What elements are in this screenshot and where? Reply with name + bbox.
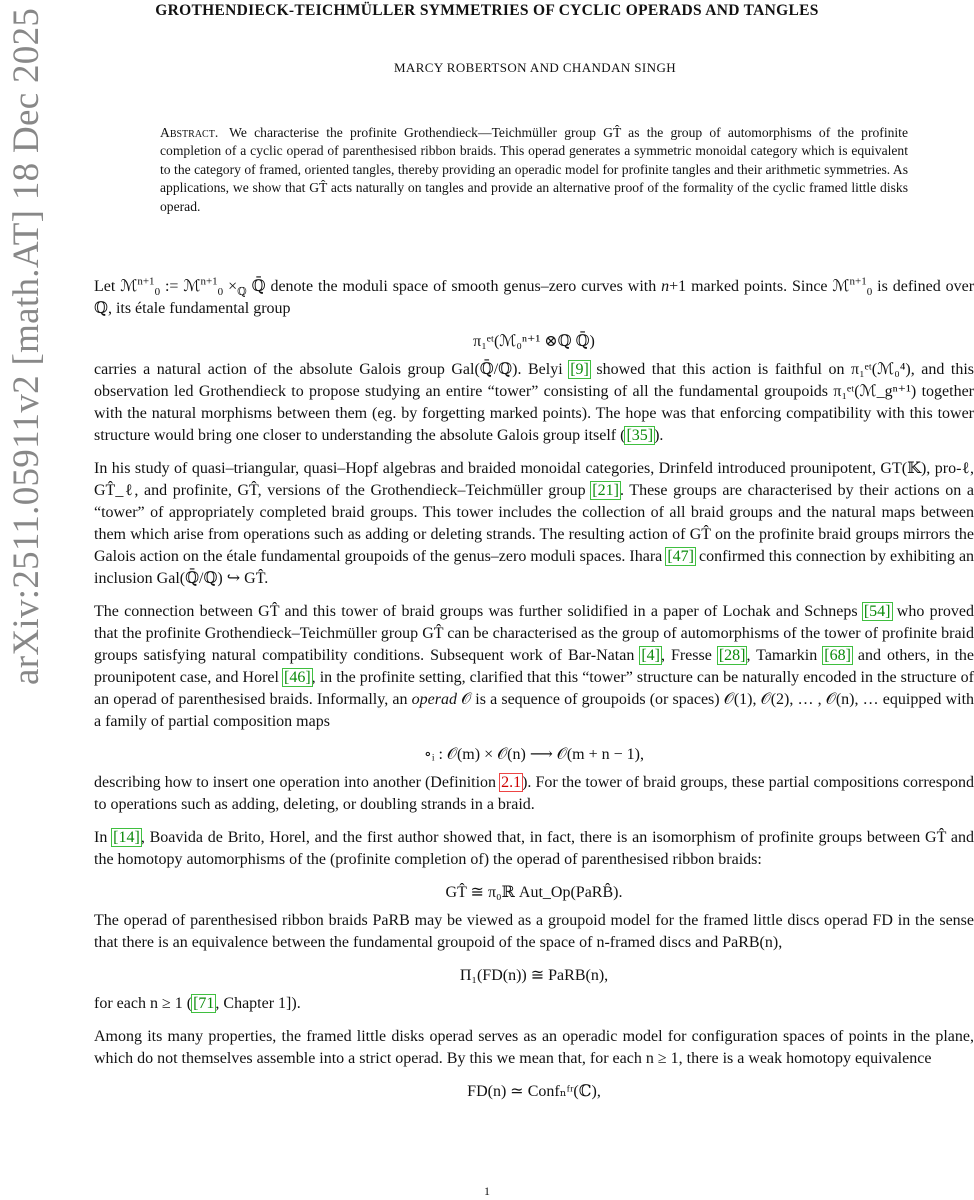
para4-d: , Tamarkin — [746, 647, 818, 664]
citation-link[interactable]: [35] — [626, 427, 654, 444]
abstract-text: We characterise the profinite Grothendieck—Teichmüller group GT̂ as the group of automorphisms of the profinite completion of a cyclic operad of parenthesised ribbon braids. This operad generates a symmetric monoidal category which is equivalent to the category of framed, oriented tangles, thereby providing an operadic model for profinite tangles and their arithmetic symmetries. As applications, we show that GT̂ acts naturally on tangles and provide an alternative proof of the formality of the cyclic framed little disks operad. — [160, 125, 908, 214]
para4-c: , Fresse — [660, 647, 712, 664]
para1-b: denote the moduli space of smooth genus–zero curves with — [270, 278, 657, 295]
paragraph-6 — [94, 827, 974, 871]
para5-b: ). For the tower of braid groups, these partial compositions correspond to operations such as adding, deleting, or doubling strands in a braid. — [94, 774, 974, 813]
para5-a: describing how to insert one operation into another (Definition — [94, 774, 497, 791]
paragraph-5 — [94, 772, 974, 816]
citation-link[interactable]: [71 — [193, 995, 215, 1012]
page-number: 1 — [484, 1184, 490, 1198]
para3-a: In his study of quasi–triangular, quasi–Hopf algebras and braided monoidal categories, Drinfeld introduced prounipotent, GT(𝕂), pro-ℓ, GT̂_ℓ, and profinite, GT̂, versions of the Grothendieck–Teichmüller group — [94, 460, 974, 499]
main-body — [94, 276, 974, 1109]
citation-link[interactable]: [4] — [641, 647, 660, 664]
para8-a: for each n ≥ 1 ( — [94, 995, 193, 1012]
paragraph-1: Let ℳ$^{n+1}_0$ := ℳ$^{n+1}_0$ $\times_ℚ$ ℚ̄ denote the moduli space of smooth genus–zero curves with n+1 marked points. Since ℳ$^{n+1}_0$ is defined over ℚ, its étale fundamental group — [94, 275, 974, 317]
paragraph-2 — [94, 359, 974, 447]
paragraph-3 — [94, 458, 974, 590]
arxiv-sidebar-stamp: arXiv:2511.05911v2 [math.AT] 18 Dec 2025 — [6, 7, 47, 685]
para9-a: Among its many properties, the framed little disks operad serves as an operadic model for configuration spaces of points in the plane, which do not themselves assemble into a strict operad. By this we mean that, for each n ≥ 1, there is a weak homotopy equivalence — [94, 1028, 974, 1067]
paper-title: GROTHENDIECK-TEICHMÜLLER SYMMETRIES OF CYCLIC OPERADS AND TANGLES — [155, 2, 819, 19]
citation-link[interactable]: [9] — [570, 361, 589, 378]
para4-f: , in the profinite setting, clarified that this “tower” structure can be naturally encoded in the structure of an operad of parenthesised braids. Informally, an — [94, 669, 974, 708]
paragraph-7 — [94, 910, 974, 954]
equation-1: π₁ᵉᵗ(ℳ₀ⁿ⁺¹ ⊗ℚ ℚ̄) — [473, 333, 595, 350]
citation-link[interactable]: [14] — [113, 829, 140, 846]
para4-g: operad — [411, 691, 457, 708]
para8-b: , Chapter 1]). — [215, 995, 301, 1012]
para4-e: and others, in the prounipotent case, and Horel — [94, 647, 974, 686]
equation-5: FD(n) ≃ Confₙᶠʳ(ℂ), — [467, 1083, 601, 1100]
para6-a: In — [94, 829, 108, 846]
para1-a: Let ℳ — [94, 278, 138, 295]
paragraph-4 — [94, 601, 974, 733]
para1-d: is defined over ℚ, its étale fundamental group — [94, 278, 974, 317]
equation-3: GT̂ ≅ π₀ℝ Aut_Op(PaRB̂). — [445, 884, 623, 901]
citation-link[interactable]: [28] — [718, 647, 746, 664]
abstract-lead: Abstract. — [160, 125, 219, 140]
para2-c: ). — [654, 427, 664, 444]
para3-b: . These groups are characterised by their actions on a “tower” of appropriately completed braid groups. This tower includes the collection of all braid groups and the natural maps between them which arise from operations such as adding or deleting strands. The resulting action of GT̂ on the profinite braid groups mirrors the Galois action on the étale fundamental groupoids of the genus–zero moduli spaces. Ihara — [94, 482, 974, 565]
citation-link[interactable]: [46] — [284, 669, 311, 686]
equation-2: ∘ᵢ : 𝒪(m) × 𝒪(n) ⟶ 𝒪(m + n − 1), — [423, 746, 644, 763]
citation-link[interactable]: [21] — [592, 482, 619, 499]
para4-h: 𝒪 is a sequence of groupoids (or spaces) 𝒪(1), 𝒪(2), … , 𝒪(n), … equipped with a family of partial composition maps — [94, 691, 974, 730]
paragraph-9 — [94, 1026, 974, 1070]
para2-a: carries a natural action of the absolute Galois group Gal(ℚ̄/ℚ). Belyi — [94, 361, 563, 378]
citation-link[interactable]: [54] — [863, 603, 891, 620]
definition-link[interactable]: 2.1 — [501, 774, 522, 791]
para1-c: marked points. Since — [691, 278, 828, 295]
para2-b: showed that this action is faithful on π₁ᵉᵗ(ℳ₀⁴), and this observation led Grothendieck to propose studying an entire “tower” consisting of all the fundamental groupoids π₁ᵉᵗ(ℳ_gⁿ⁺¹) together with the natural morphisms between them (eg. by forgetting marked points). The hope was that enforcing compatibility with this tower structure would bring one closer to understanding the absolute Galois group itself ( — [94, 361, 974, 444]
abstract — [160, 124, 908, 216]
paper-authors: MARCY ROBERTSON AND CHANDAN SINGH — [393, 60, 677, 75]
para3-c: confirmed this connection by exhibiting an inclusion Gal(ℚ̄/ℚ) ↪ GT̂. — [94, 548, 974, 587]
paragraph-8 — [94, 993, 974, 1015]
equation-4: Π₁(FD(n)) ≅ PaRB(n), — [459, 967, 609, 984]
para4-b: who proved that the profinite Grothendieck–Teichmüller group GT̂ can be characterised as the group of automorphisms of the tower of profinite braid groups satisfying natural compatibility conditions. Subsequent work of Bar-Natan — [94, 603, 974, 664]
para6-b: , Boavida de Brito, Horel, and the first author showed that, in fact, there is an isomorphism of profinite groups between GT̂ and the homotopy automorphisms of the (profinite completion of) the operad of parenthesised ribbon braids: — [94, 829, 974, 868]
para4-a: The connection between GT̂ and this tower of braid groups was further solidified in a paper of Lochak and Schneps — [94, 603, 858, 620]
citation-link[interactable]: [47] — [667, 548, 694, 565]
para7-a: The operad of parenthesised ribbon braids PaRB may be viewed as a groupoid model for the framed little discs operad FD in the sense that there is an equivalence between the fundamental groupoid of the space of n-framed discs and PaRB(n), — [94, 912, 974, 951]
citation-link[interactable]: [68] — [824, 647, 851, 664]
